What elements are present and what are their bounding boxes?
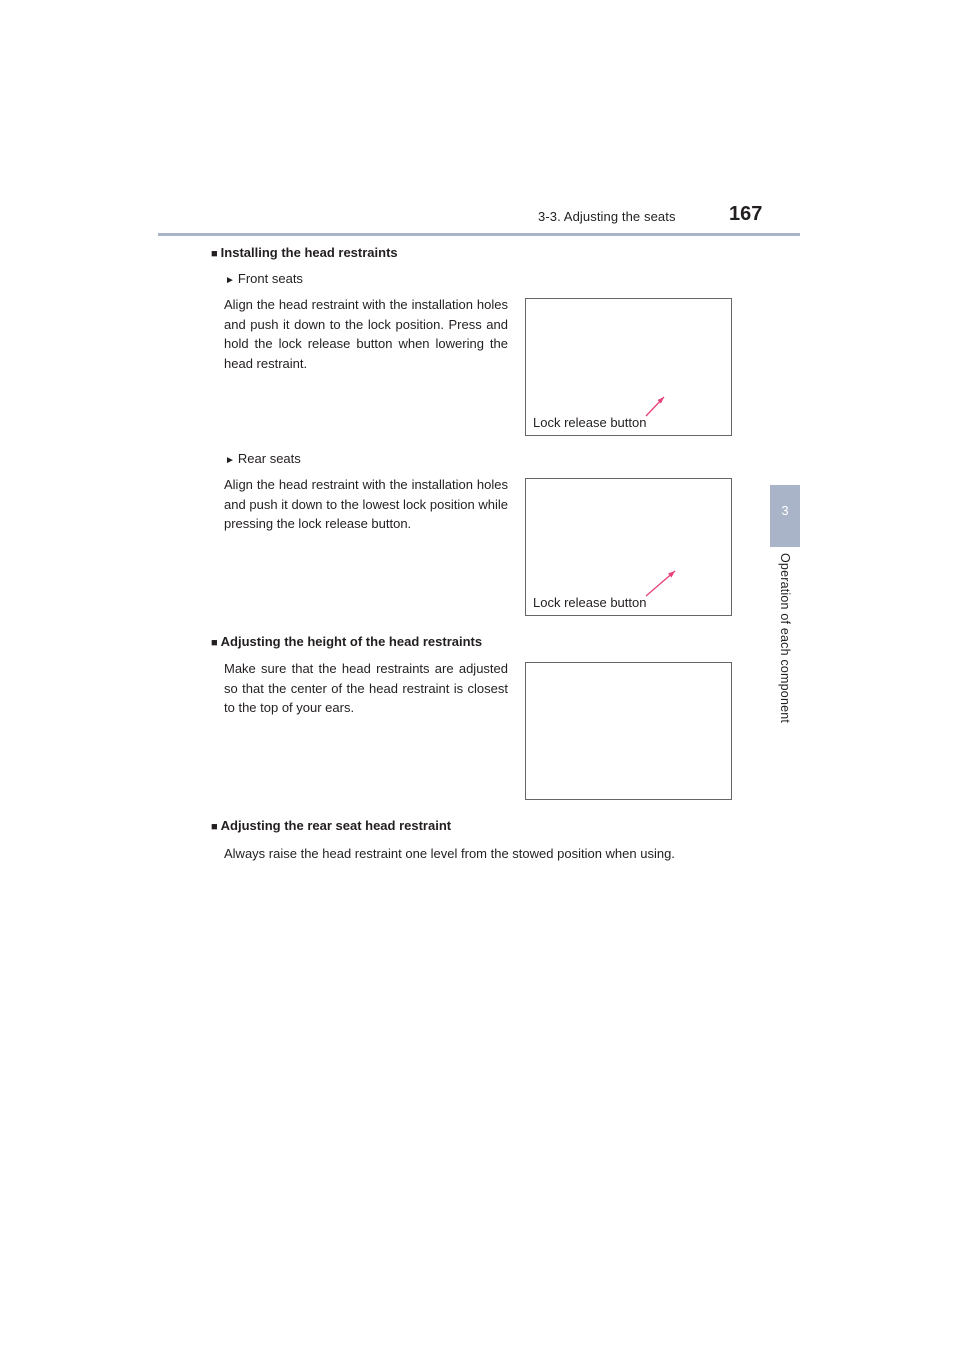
- rear-lock-release-label: Lock release button: [533, 595, 647, 610]
- height-paragraph: Make sure that the head restraints are adjusted so that the center of the head restraint is closest to the top of your ears.: [224, 661, 508, 716]
- front-seat-figure: [525, 298, 732, 436]
- head-height-figure: [525, 662, 732, 800]
- front-lock-release-label: Lock release button: [533, 415, 647, 430]
- chapter-label: Operation of each component: [778, 553, 792, 724]
- subheading-front-seats: [225, 271, 303, 286]
- heading-installing-text: Installing the head restraints: [220, 245, 398, 260]
- heading-rear-seat: [211, 818, 451, 833]
- triangle-marker-icon: ►: [225, 275, 235, 286]
- section-title: 3-3. Adjusting the seats: [538, 209, 676, 224]
- front-seats-paragraph: Align the head restraint with the installation holes and push it down to the lock position. Press and hold the lock release button when lowering the head restraint.: [224, 297, 508, 372]
- subheading-rear-seats: [225, 451, 301, 466]
- subheading-front-seats-text: Front seats: [237, 271, 303, 286]
- header-rule: [158, 233, 800, 236]
- rear-seat-paragraph: Always raise the head restraint one level from the stowed position when using.: [224, 846, 675, 861]
- heading-height: [211, 634, 482, 649]
- chapter-label-container: [770, 553, 800, 748]
- heading-installing: [211, 245, 398, 260]
- subheading-rear-seats-text: Rear seats: [237, 451, 301, 466]
- triangle-marker-icon: ►: [225, 455, 235, 466]
- square-bullet-icon: ■: [211, 248, 218, 260]
- page-number: 167: [729, 203, 763, 225]
- rear-seats-paragraph: Align the head restraint with the installation holes and push it down to the lowest lock position while pressing the lock release button.: [224, 477, 508, 532]
- heading-rear-seat-text: Adjusting the rear seat head restraint: [220, 818, 452, 833]
- chapter-number: 3: [781, 503, 789, 518]
- square-bullet-icon: ■: [211, 637, 218, 649]
- heading-height-text: Adjusting the height of the head restraints: [220, 634, 483, 649]
- rear-seat-figure: [525, 478, 732, 616]
- square-bullet-icon: ■: [211, 821, 218, 833]
